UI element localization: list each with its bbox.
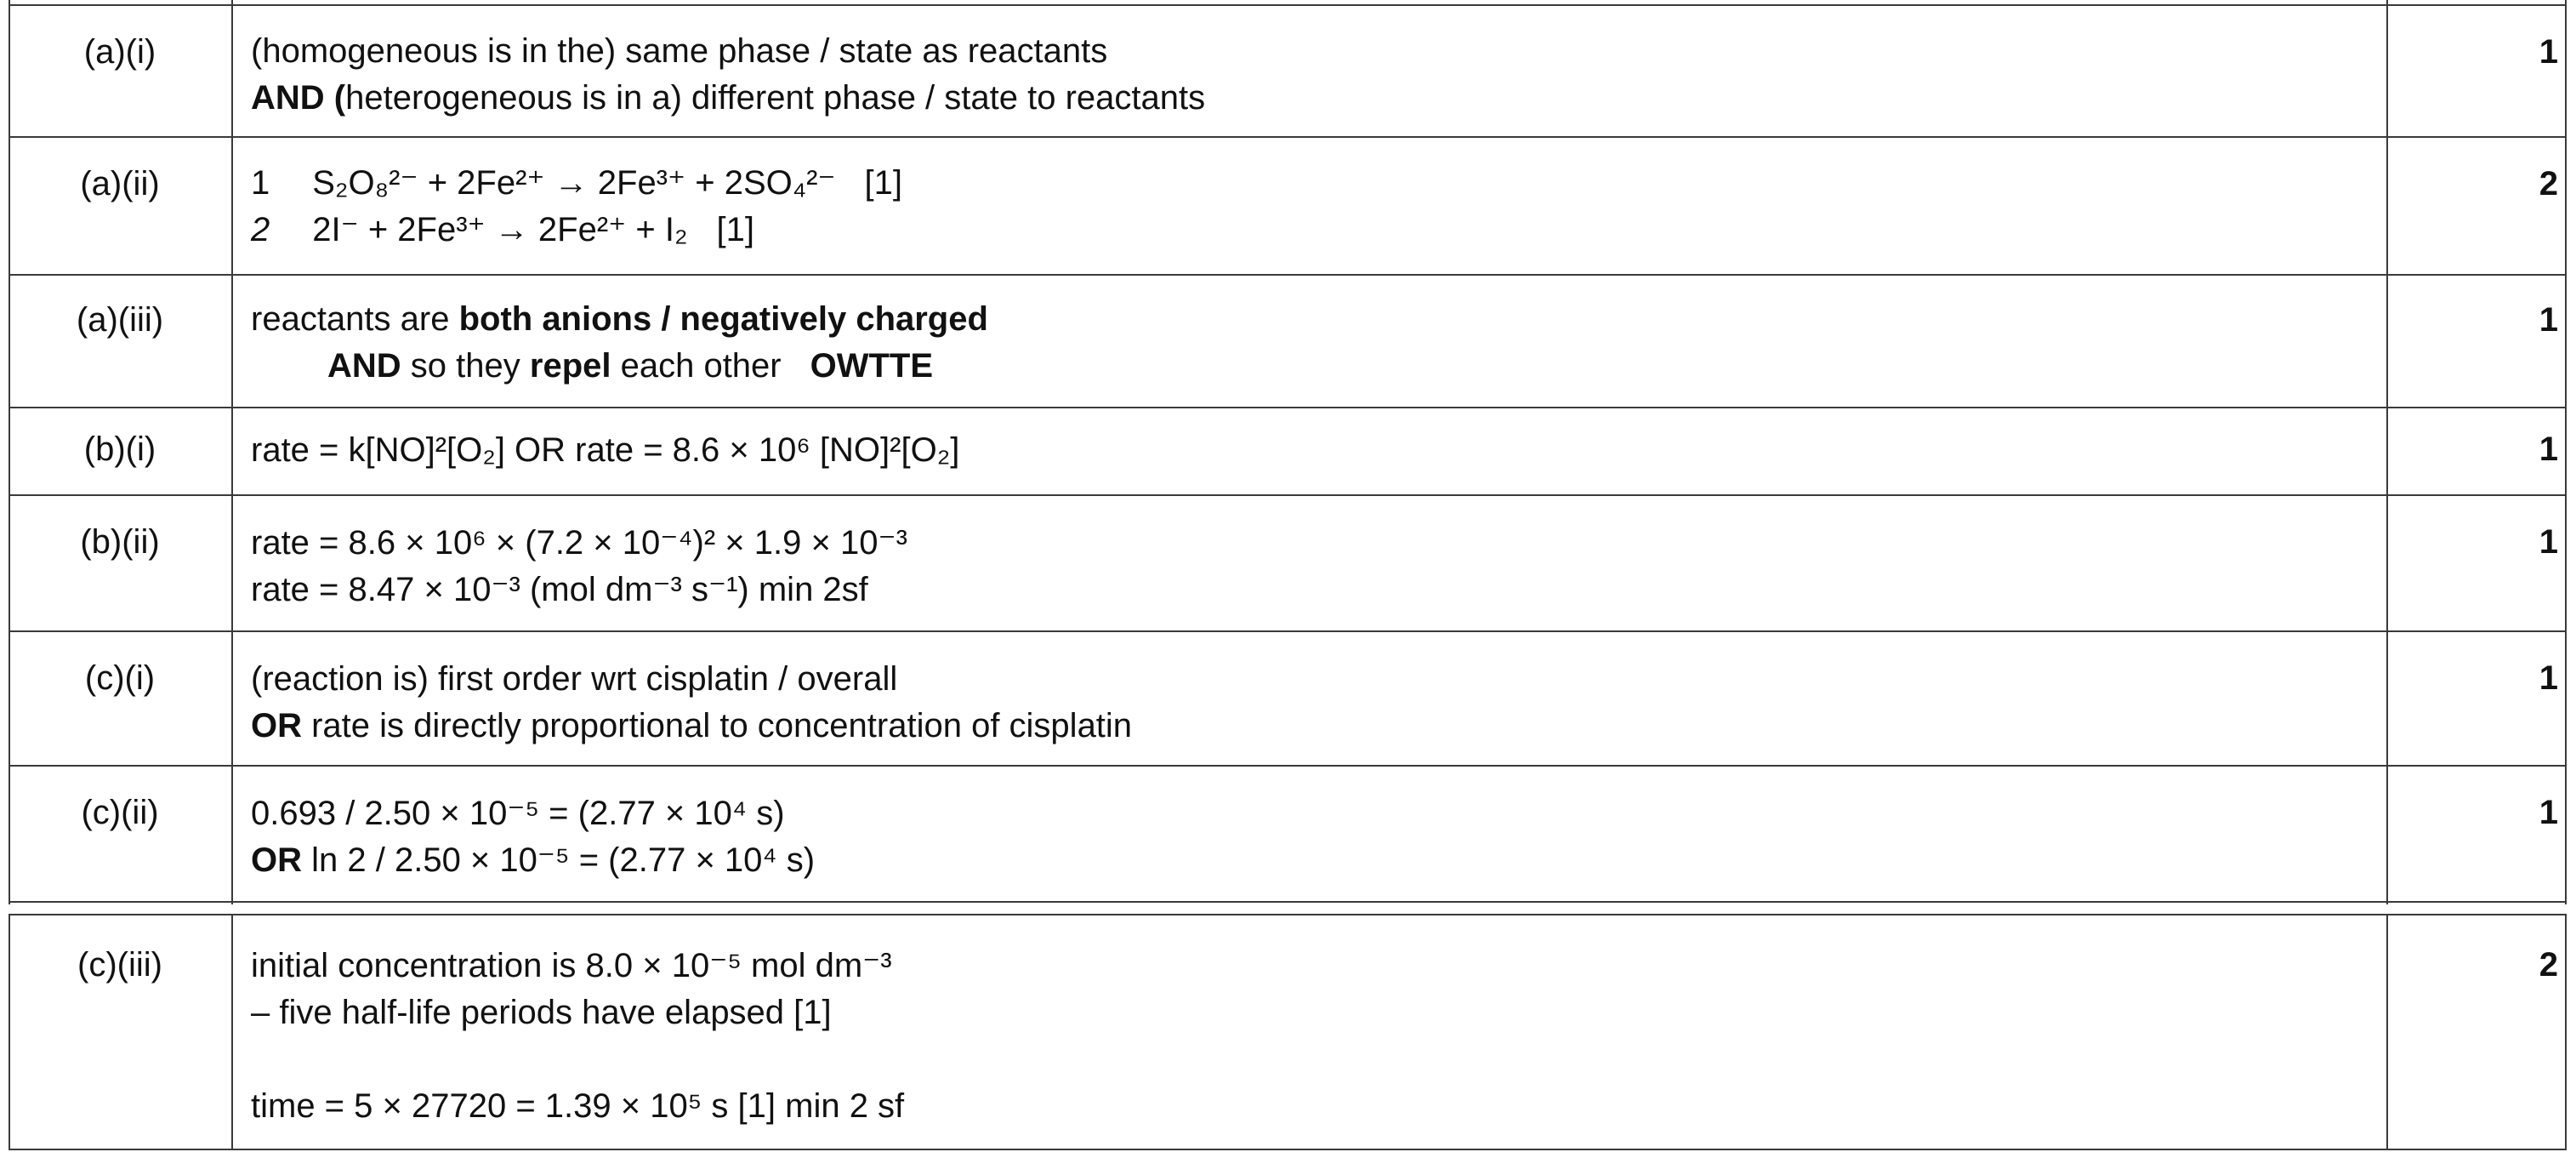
question-number: (c)(i) <box>84 659 156 697</box>
answer-line <box>251 427 2386 474</box>
answer-cell <box>251 160 2386 254</box>
question-number: (b)(ii) <box>80 523 160 561</box>
answer-text: rate = 8.6 × 10⁶ × (7.2 × 10⁻⁴)² × 1.9 × 10⁻³ <box>251 524 907 562</box>
mark-scheme-table-2 <box>9 914 2567 1150</box>
table-row <box>9 632 2567 765</box>
answer-keyword: OWTTE <box>810 347 934 385</box>
answer-line <box>251 989 2386 1036</box>
question-number: (a)(i) <box>83 33 156 71</box>
mark-value: 1 <box>2539 794 2558 831</box>
mark-scheme-table-1 <box>9 0 2567 904</box>
answer-line <box>251 520 2386 567</box>
answer-text: reactants are <box>251 300 459 338</box>
answer-line <box>251 790 2386 837</box>
answer-cell <box>251 520 2386 613</box>
answer-line <box>251 343 2386 390</box>
row-divider <box>9 1149 2567 1150</box>
answer-text: (reaction is) first order wrt cisplatin / overall <box>251 660 898 698</box>
answer-keyword: AND ( <box>251 79 346 117</box>
mark-value: 1 <box>2539 431 2558 468</box>
answer-cell <box>251 943 2386 1130</box>
answer-text: rate is directly proportional to concentration of cisplatin <box>302 707 1133 744</box>
mark-value: 1 <box>2539 659 2558 697</box>
answer-line <box>251 296 2386 343</box>
answer-line <box>251 837 2386 884</box>
answer-text: rate = k[NO]²[O₂] OR rate = 8.6 × 10⁶ [NO]²[O₂] <box>251 431 960 469</box>
equation: 2I⁻ + 2Fe³⁺ → 2Fe²⁺ + I₂ <box>312 211 688 248</box>
answer-keyword: OR <box>251 707 302 744</box>
answer-line <box>251 1036 2386 1083</box>
answer-cell <box>251 427 2386 474</box>
answer-line <box>251 160 2386 207</box>
table-row <box>9 6 2567 136</box>
answer-text: rate = 8.47 × 10⁻³ (mol dm⁻³ s⁻¹) min 2sf <box>251 571 868 608</box>
table-row <box>9 496 2567 630</box>
mark-value: 2 <box>2539 946 2558 984</box>
answer-cell <box>251 296 2386 390</box>
answer-line <box>251 75 2386 122</box>
answer-line <box>251 943 2386 989</box>
question-number: (a)(iii) <box>76 301 164 339</box>
answer-line <box>251 567 2386 613</box>
answer-keyword: OR <box>251 841 302 879</box>
mark-tag: [1] <box>716 211 754 248</box>
answer-cell <box>251 28 2386 122</box>
answer-cell <box>251 790 2386 884</box>
question-number: (c)(iii) <box>77 946 162 984</box>
answer-line <box>251 703 2386 750</box>
answer-text: – five half-life periods have elapsed [1] <box>251 994 832 1031</box>
answer-text: heterogeneous is in a) different phase / state to reactants <box>345 79 1206 117</box>
answer-keyword: AND <box>327 347 401 385</box>
step-number: 2 <box>251 211 270 248</box>
table-row <box>9 138 2567 274</box>
answer-text: time = 5 × 27720 = 1.39 × 10⁵ s [1] min 2 sf <box>251 1087 905 1125</box>
question-number: (a)(ii) <box>80 165 160 202</box>
answer-text: 0.693 / 2.50 × 10⁻⁵ = (2.77 × 10⁴ s) <box>251 795 785 832</box>
answer-line <box>251 656 2386 703</box>
equation: S₂O₈²⁻ + 2Fe²⁺ → 2Fe³⁺ + 2SO₄²⁻ <box>312 164 836 202</box>
mark-value: 1 <box>2539 301 2558 339</box>
table-row <box>9 915 2567 1149</box>
answer-keyword: both anions / negatively charged <box>458 300 988 338</box>
answer-line <box>251 28 2386 75</box>
table-row <box>9 767 2567 901</box>
step-number: 1 <box>251 164 270 202</box>
answer-line <box>251 1083 2386 1130</box>
question-number: (c)(ii) <box>81 794 159 831</box>
answer-keyword: repel <box>529 347 611 385</box>
answer-text: so they <box>401 347 530 385</box>
answer-cell <box>251 656 2386 750</box>
mark-value: 1 <box>2539 523 2558 561</box>
answer-text: ln 2 / 2.50 × 10⁻⁵ = (2.77 × 10⁴ s) <box>311 841 816 879</box>
mark-tag: [1] <box>864 164 902 202</box>
mark-value: 1 <box>2539 33 2558 71</box>
answer-text: each other <box>611 347 782 385</box>
question-number: (b)(i) <box>83 431 156 468</box>
row-divider <box>9 901 2567 903</box>
table-row <box>9 408 2567 494</box>
answer-text: (homogeneous is in the) same phase / state as reactants <box>251 32 1108 70</box>
table-row <box>9 276 2567 407</box>
answer-line <box>251 207 2386 254</box>
mark-value: 2 <box>2539 165 2558 202</box>
answer-text: initial concentration is 8.0 × 10⁻⁵ mol dm⁻³ <box>251 947 892 984</box>
